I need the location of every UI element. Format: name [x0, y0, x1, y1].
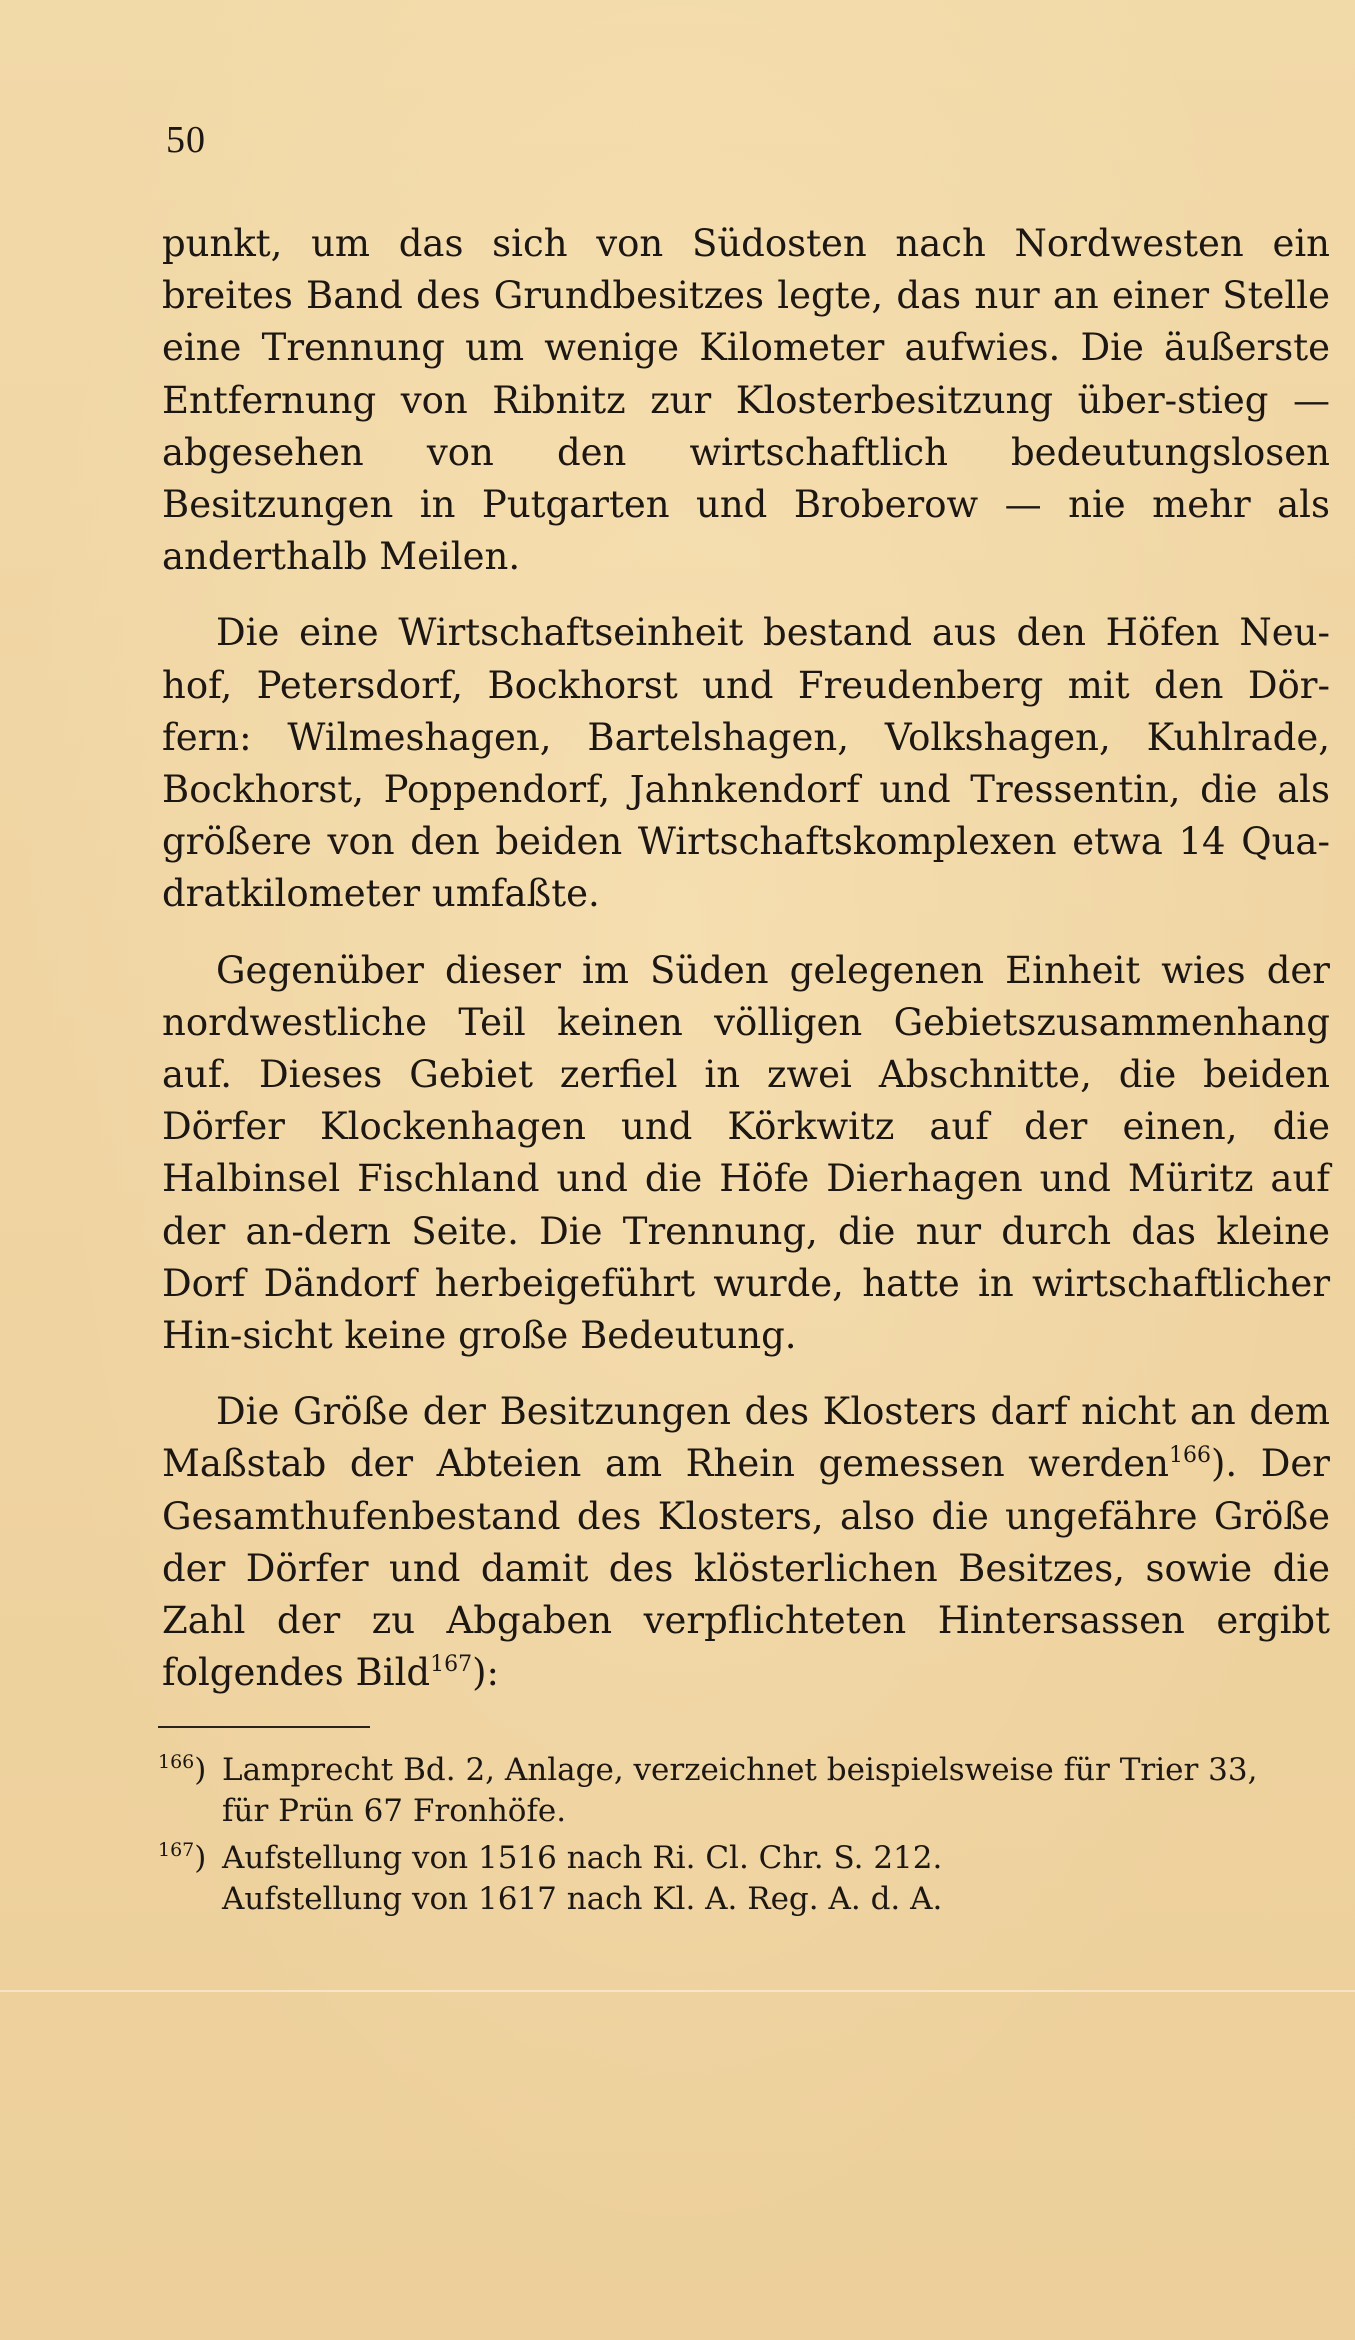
paragraph-1: punkt, um das sich von Südosten nach Nordwesten ein breites Band des Grundbesitzes legte, das nur an einer Stelle eine Trennung um wenige Kilometer aufwies. Die äußerste Entfernung von Ribnitz zur Klosterbesitzung über-stieg — abgesehen von den wirtschaftlich bedeutungslosen Besitzungen in Putgarten und Broberow — nie mehr als anderthalb Meilen.: [162, 222, 1330, 579]
footnotes: [158, 1750, 1330, 1926]
paragraph-4-text-c: ):: [472, 1651, 499, 1695]
footnote-marker: $^{166}$): [158, 1751, 207, 1788]
paragraph-3: Gegenüber dieser im Süden gelegenen Einheit wies der nordwestliche Teil keinen völligen Gebietszusammenhang auf. Dieses Gebiet zerfiel in zwei Abschnitte, die beiden Dörfer Klockenhagen und Körkwitz auf der einen, die Halbinsel Fischland und die Höfe Dierhagen und Müritz auf der an-dern Seite. Die Trennung, die nur durch das kleine Dorf Dändorf herbeigeführt wurde, hatte in wirtschaftlicher Hin-sicht keine große Bedeutung.: [162, 948, 1330, 1358]
footnote-divider: [158, 1726, 370, 1728]
footnote-marker: $^{167}$): [158, 1839, 207, 1876]
footnote-ref-166[interactable]: 166: [1168, 1443, 1211, 1469]
paragraph-4: [162, 1386, 1330, 1699]
paragraph-2: Die eine Wirtschaftseinheit bestand aus den Höfen Neu-hof, Petersdorf, Bockhorst und Freudenberg mit den Dör-fern: Wilmeshagen, Bartelshagen, Volkshagen, Kuhlrade, Bockhorst, Poppendorf, Jahnkendorf und Tressentin, die als größere von den beiden Wirtschaftskomplexen etwa 14 Qua-dratkilometer umfaßte.: [162, 611, 1330, 916]
page-crease: [0, 1990, 1355, 1992]
footnote-166: [158, 1750, 1330, 1832]
page-number: 50: [166, 119, 206, 161]
paragraph-4-text-a: Die Größe der Besitzungen des Klosters darf nicht an dem Maßstab der Abteien am Rhein gemessen werden: [162, 1390, 1330, 1486]
footnote-line: Aufstellung von 1617 nach Kl. A. Reg. A. d. A.: [222, 1881, 943, 1917]
main-text: [162, 218, 1330, 1723]
footnote-line: Lamprecht Bd. 2, Anlage, verzeichnet beispielsweise für Trier 33,: [222, 1752, 1258, 1788]
footnote-167: [158, 1838, 1330, 1920]
footnote-line: Aufstellung von 1516 nach Ri. Cl. Chr. S. 212.: [222, 1840, 943, 1876]
paragraph-4-text-b: ). Der Gesamthufenbestand des Klosters, also die ungefähre Größe der Dörfer und damit des klösterlichen Besitzes, sowie die Zahl der zu Abgaben verpflichteten Hintersassen ergibt folgendes Bild: [162, 1442, 1330, 1695]
footnote-line: für Prün 67 Fronhöfe.: [222, 1793, 567, 1829]
footnote-ref-167[interactable]: 167: [430, 1652, 473, 1678]
